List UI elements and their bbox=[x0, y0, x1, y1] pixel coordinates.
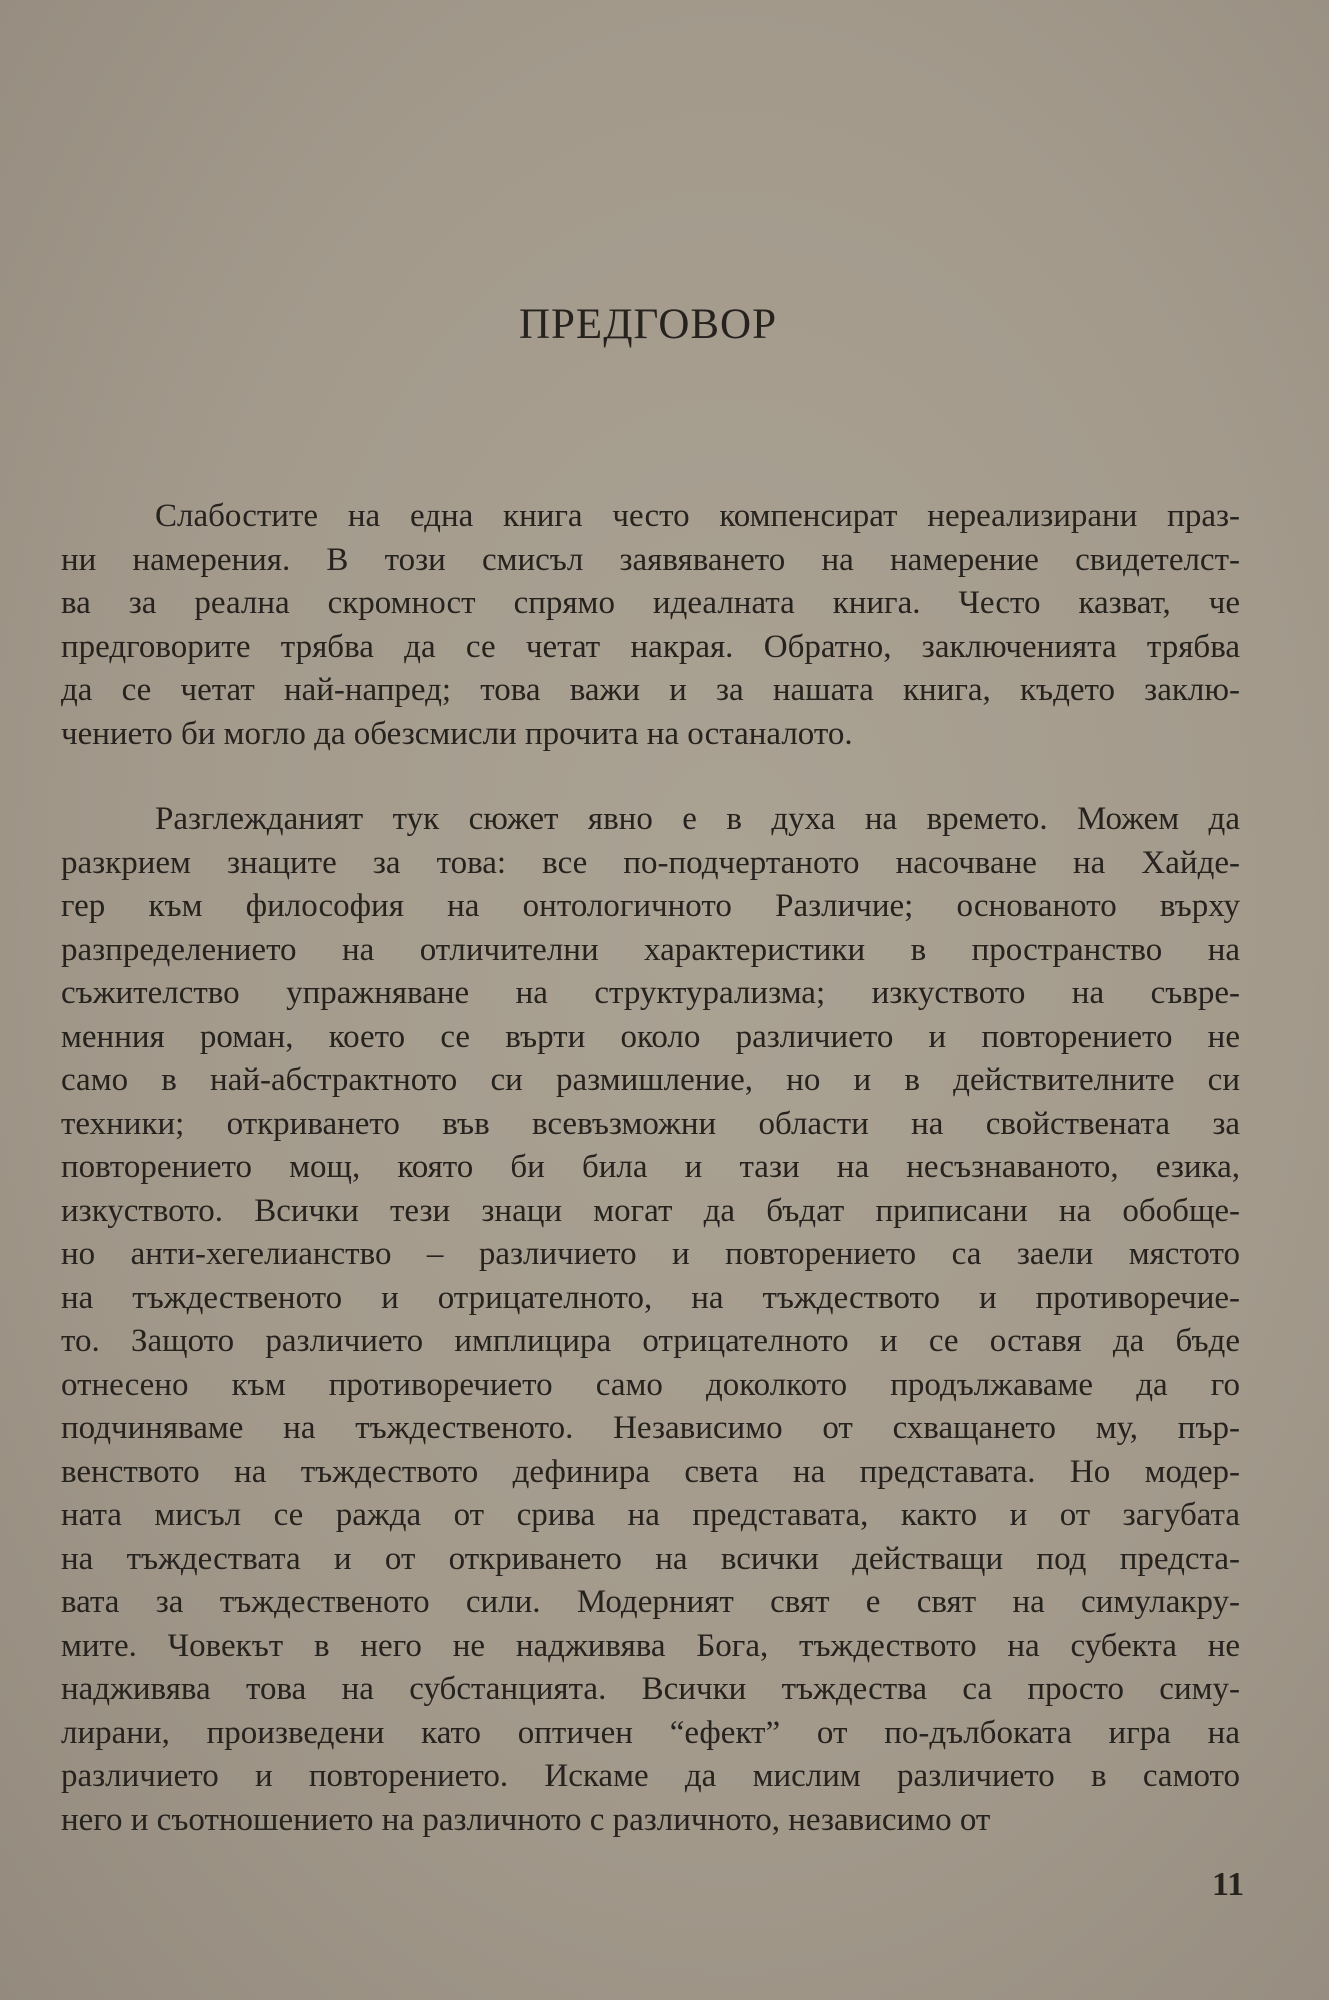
text-line: изкуството. Всички тези знаци могат да бъдат приписани на обобще- bbox=[61, 1192, 1240, 1229]
text-line: мите. Човекът в него не надживява Бога, тъждеството на субекта не bbox=[61, 1627, 1240, 1664]
text-line: само в най-абстрактното си размишление, но и в действителните си bbox=[61, 1062, 1240, 1098]
text-line: ната мисъл се ражда от срива на представата, както и от загубата bbox=[61, 1497, 1240, 1533]
paragraph-2 bbox=[61, 798, 1240, 1842]
text-line: надживява това на субстанцията. Всички тъждества са просто симу- bbox=[61, 1671, 1240, 1707]
text-line: менния роман, което се върти около различието и повторението не bbox=[61, 1018, 1240, 1055]
text-line: на тъждественото и отрицателното, на тъждеството и противоречие- bbox=[61, 1279, 1240, 1316]
text-line: различието и повторението. Искаме да мислим различието в самото bbox=[61, 1758, 1240, 1794]
text-line: гер към философия на онтологичното Различие; основаното върху bbox=[61, 888, 1240, 924]
text-line: него и съотношението на различното с различното, независимо от bbox=[61, 1801, 991, 1838]
text-line: венството на тъждеството дефинира света на представата. Но модер- bbox=[61, 1453, 1240, 1490]
text-line: техники; откриването във всевъзможни области на свойствената за bbox=[61, 1105, 1240, 1142]
text-line: отнесено към противоречието само доколкото продължаваме да го bbox=[61, 1366, 1240, 1403]
text-line: ни намерения. В този смисъл заявяването на намерение свидетелст- bbox=[61, 541, 1240, 578]
text-line: на тъждествата и от откриването на всички действащи под предста- bbox=[61, 1540, 1240, 1577]
text-line: повторението мощ, която би била и тази на несъзнаваното, езика, bbox=[61, 1149, 1240, 1185]
text-line: съжителство упражняване на структурализма; изкуството на съвре- bbox=[61, 975, 1240, 1011]
text-line: Слабостите на една книга често компенсират нереализирани праз- bbox=[155, 498, 1240, 534]
paragraph-1 bbox=[61, 495, 1240, 756]
text-line: вата за тъждественото сили. Модерният свят е свят на симулакру- bbox=[61, 1584, 1240, 1620]
text-line: подчиняваме на тъждественото. Независимо от схващането му, пър- bbox=[61, 1410, 1240, 1446]
text-line: разкрием знаците за това: все по-подчертаното насочване на Хайде- bbox=[61, 844, 1240, 881]
text-line: Разглежданият тук сюжет явно е в духа на времето. Можем да bbox=[155, 801, 1240, 837]
text-line: предговорите трябва да се четат накрая. Обратно, заключенията трябва bbox=[61, 628, 1240, 665]
text-line: разпределението на отличителни характеристики в пространство на bbox=[61, 931, 1240, 968]
page-number: 11 bbox=[1212, 1866, 1245, 1903]
text-line: то. Защото различието имплицира отрицателното и се оставя да бъде bbox=[61, 1323, 1240, 1359]
text-line: чението би могло да обезсмисли прочита на останалото. bbox=[61, 715, 853, 752]
text-line: да се четат най-напред; това важи и за нашата книга, където заклю- bbox=[61, 672, 1240, 708]
text-line: ва за реална скромност спрямо идеалната книга. Често казват, че bbox=[61, 585, 1240, 621]
text-line: лирани, произведени като оптичен “ефект” от по-дълбоката игра на bbox=[61, 1714, 1240, 1751]
text-line: но анти-хегелианство – различието и повторението са заели мястото bbox=[61, 1236, 1240, 1272]
chapter-title: ПРЕДГОВОР bbox=[518, 301, 778, 348]
